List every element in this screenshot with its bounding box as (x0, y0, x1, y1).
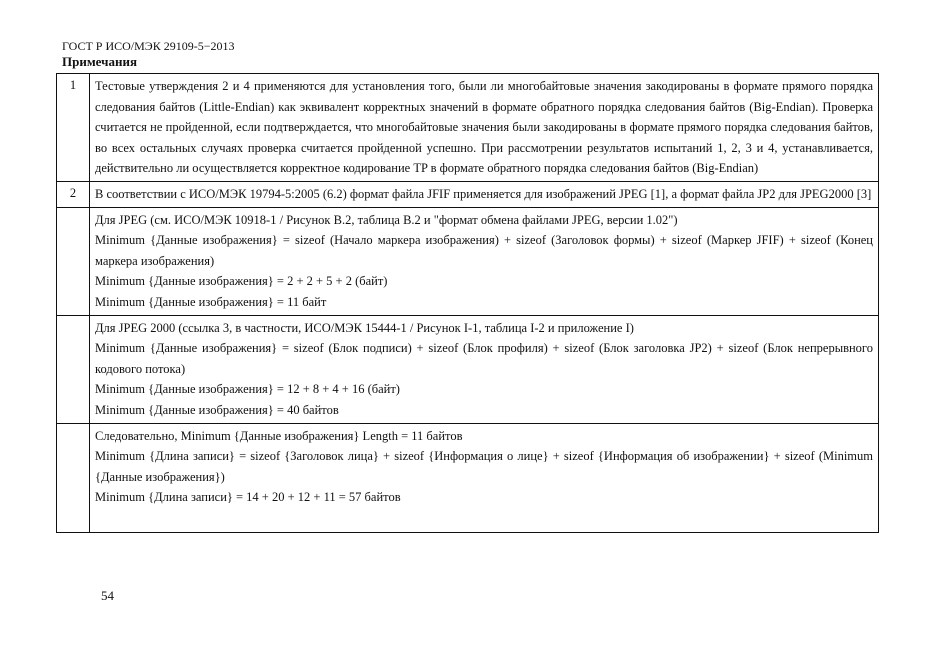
formula-line: Minimum {Данные изображения} = 12 + 8 + 4 + 16 (байт) (95, 382, 400, 397)
row-text (90, 423, 879, 532)
formula-line: Minimum {Данные изображения} = 2 + 2 + 5 + 2 (байт) (95, 274, 388, 289)
row-number: 1 (57, 74, 90, 182)
formula-result: Minimum {Данные изображения} = 11 байт (95, 294, 327, 309)
table-row (57, 181, 879, 207)
row-number (57, 207, 90, 315)
row-number (57, 423, 90, 532)
page-number: 54 (101, 588, 114, 603)
formula-result: Minimum {Длина записи} = 14 + 20 + 12 + 11 = 57 байтов (95, 490, 401, 505)
document-code: ГОСТ Р ИСО/МЭК 29109-5−2013 (62, 39, 235, 53)
row-text (90, 315, 879, 423)
formula-line: Minimum {Длина записи} = sizeof {Заголовок лица} + sizeof {Информация о лице} + sizeof {Информация об изображении} + sizeof (Minimum {Данные изображения}) (95, 449, 873, 484)
table-row (57, 74, 879, 182)
row-number: 2 (57, 181, 90, 207)
note-paragraph: Тестовые утверждения 2 и 4 применяются для установления того, были ли многобайтовые значения закодированы в формате прямого порядка следования байтов (Little-Endian) как эквивалент корректных значений в формате обратного порядка следования байтов (Big-Endian). Проверка считается не пройденной, если подтверждается, что многобайтовые значения были закодированы в формате прямого порядка следования байтов, во всех остальных случаях проверка считается пройденной успешно. При рассмотрении результатов испытаний 1, 2, 3 и 4, устанавливается, действительно ли осуществляется корректное кодирование TP в формате обратного порядка следования байтов (Big-Endian) (95, 79, 873, 176)
summary-line: Следовательно, Minimum {Данные изображения} Length = 11 байтов (95, 428, 463, 443)
table-row (57, 423, 879, 532)
notes-title: Примечания (62, 54, 137, 69)
row-text (90, 74, 879, 182)
row-text (90, 207, 879, 315)
table-row (57, 315, 879, 423)
formula-line: Minimum {Данные изображения} = sizeof (Начало маркера изображения) + sizeof (Заголовок формы) + sizeof (Маркер JFIF) + sizeof (Конец маркера изображения) (95, 233, 873, 268)
formula-result: Minimum {Данные изображения} = 40 байтов (95, 402, 339, 417)
note-paragraph: В соответствии с ИСО/МЭК 19794-5:2005 (6.2) формат файла JFIF применяется для изображений JPEG [1], а формат файла JP2 для JPEG2000 [3] (95, 186, 872, 201)
jpeg2000-heading: Для JPEG 2000 (ссылка 3, в частности, ИСО/МЭК 15444-1 / Рисунок I-1, таблица I-2 и приложение I) (95, 320, 634, 335)
formula-line: Minimum {Данные изображения} = sizeof (Блок подписи) + sizeof (Блок профиля) + sizeof (Блок заголовка JP2) + sizeof (Блок непрерывного кодового потока) (95, 341, 873, 376)
row-number (57, 315, 90, 423)
table-row (57, 207, 879, 315)
notes-table (56, 73, 879, 533)
jpeg-heading: Для JPEG (см. ИСО/МЭК 10918-1 / Рисунок В.2, таблица В.2 и "формат обмена файлами JPEG, версии 1.02") (95, 212, 678, 227)
row-text (90, 181, 879, 207)
